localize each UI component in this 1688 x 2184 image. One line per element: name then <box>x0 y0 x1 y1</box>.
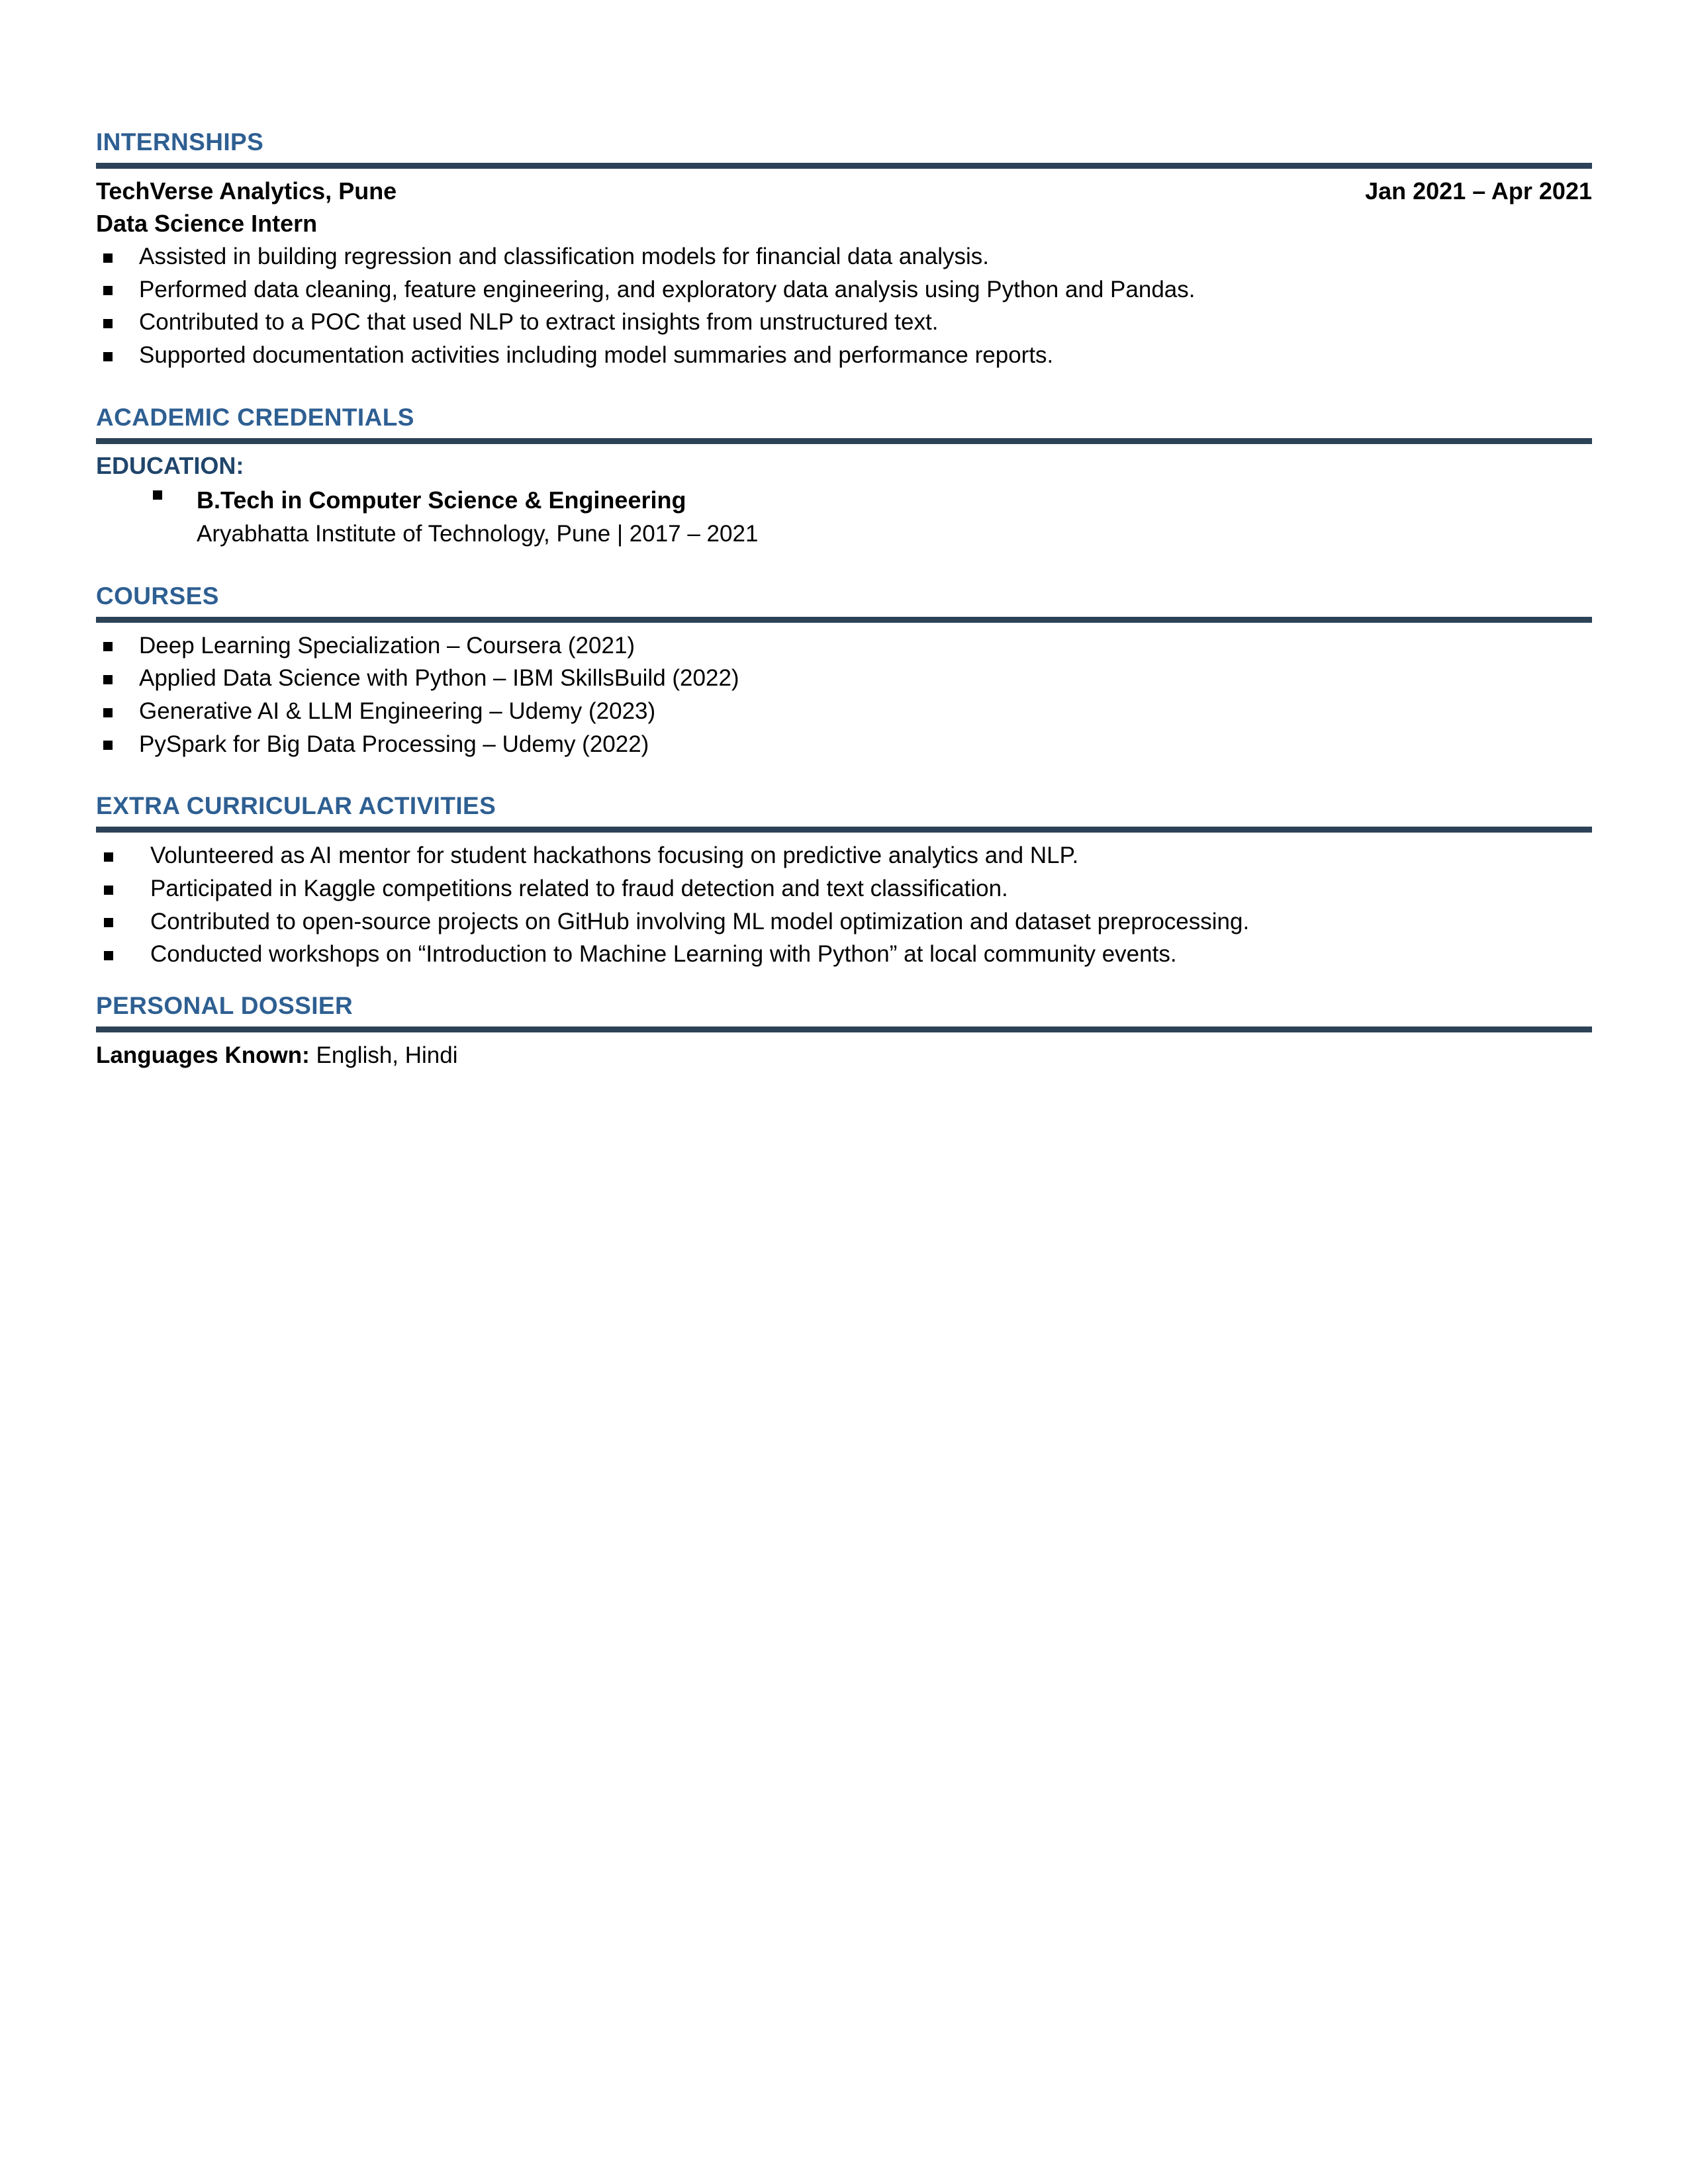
square-bullet-icon <box>104 852 113 862</box>
square-bullet-icon <box>103 708 113 717</box>
section-courses <box>96 584 1592 761</box>
list-item <box>96 695 1592 728</box>
section-heading-courses: COURSES <box>96 582 219 610</box>
square-bullet-icon <box>103 352 113 361</box>
section-divider <box>96 163 1592 169</box>
square-bullet-icon <box>103 642 113 651</box>
subheading-education: EDUCATION: <box>96 451 244 479</box>
section-divider <box>96 1026 1592 1032</box>
square-bullet-icon <box>103 741 113 750</box>
list-item-text: Participated in Kaggle competitions related to fraud detection and text classification. <box>150 875 1008 901</box>
list-item-text: Performed data cleaning, feature engineering, and exploratory data analysis using Python and Pandas. <box>139 276 1196 302</box>
list-item-text: Generative AI & LLM Engineering – Udemy (2023) <box>139 698 656 724</box>
list-item-text: Contributed to open-source projects on GitHub involving ML model optimization and dataset preprocessing. <box>150 908 1250 934</box>
internship-header-row <box>96 175 1592 208</box>
list-item-text: Conducted workshops on “Introduction to Machine Learning with Python” at local community events. <box>150 941 1177 968</box>
spacer <box>96 971 1592 993</box>
internship-role: Data Science Intern <box>96 209 318 237</box>
section-divider <box>96 617 1592 623</box>
internship-organization: TechVerse Analytics, Pune <box>96 177 397 205</box>
list-item <box>96 938 1592 971</box>
list-item <box>96 306 1592 339</box>
square-bullet-icon <box>104 918 113 927</box>
education-degree: B.Tech in Computer Science & Engineering <box>197 486 686 514</box>
courses-list <box>96 629 1592 761</box>
languages-known-row <box>96 1039 1592 1072</box>
list-item-text: Supported documentation activities including model summaries and performance reports. <box>139 341 1054 368</box>
education-institution: Aryabhatta Institute of Technology, Pune | 2017 – 2021 <box>197 520 759 547</box>
list-item <box>96 629 1592 662</box>
section-heading-extra-curricular-activities: EXTRA CURRICULAR ACTIVITIES <box>96 792 496 820</box>
section-heading-personal-dossier: PERSONAL DOSSIER <box>96 992 353 1020</box>
square-bullet-icon <box>103 286 113 295</box>
list-item-text: Applied Data Science with Python – IBM SkillsBuild (2022) <box>139 665 739 692</box>
section-academic-credentials <box>96 405 1592 551</box>
square-bullet-icon <box>103 319 113 328</box>
languages-known-value: English, Hindi <box>316 1042 458 1069</box>
spacer <box>96 372 1592 405</box>
list-item-text: PySpark for Big Data Processing – Udemy (2022) <box>139 731 649 757</box>
list-item <box>96 872 1592 905</box>
section-extra-curricular-activities <box>96 794 1592 971</box>
section-divider <box>96 827 1592 833</box>
list-item <box>96 662 1592 695</box>
square-bullet-icon <box>103 675 113 684</box>
list-item-text: Deep Learning Specialization – Coursera (2021) <box>139 632 635 659</box>
list-item <box>96 839 1592 872</box>
education-entry <box>96 484 1592 550</box>
extra-curricular-list <box>96 839 1592 971</box>
spacer <box>96 551 1592 584</box>
list-item <box>96 905 1592 938</box>
internship-dates: Jan 2021 – Apr 2021 <box>1365 177 1592 205</box>
languages-known-label: Languages Known: <box>96 1042 310 1069</box>
spacer <box>96 760 1592 794</box>
internship-bullet-list <box>96 240 1592 372</box>
section-personal-dossier <box>96 993 1592 1072</box>
section-heading-academic-credentials: ACADEMIC CREDENTIALS <box>96 403 414 431</box>
section-divider <box>96 438 1592 444</box>
square-bullet-icon <box>153 490 162 500</box>
list-item <box>96 339 1592 372</box>
list-item-text: Volunteered as AI mentor for student hackathons focusing on predictive analytics and NLP. <box>150 842 1079 869</box>
section-heading-internships: INTERNSHIPS <box>96 128 264 156</box>
section-internships <box>96 130 1592 372</box>
list-item <box>96 273 1592 306</box>
square-bullet-icon <box>104 886 113 895</box>
list-item <box>96 240 1592 273</box>
square-bullet-icon <box>103 253 113 263</box>
list-item <box>96 728 1592 761</box>
square-bullet-icon <box>104 951 113 960</box>
list-item-text: Contributed to a POC that used NLP to extract insights from unstructured text. <box>139 309 939 336</box>
list-item-text: Assisted in building regression and classification models for financial data analysis. <box>139 243 990 269</box>
